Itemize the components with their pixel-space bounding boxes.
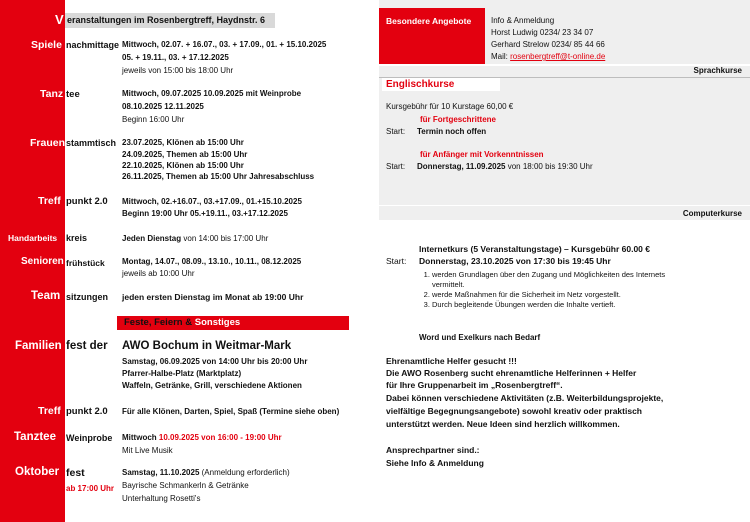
handarbeit-line-bold: Jeden Dienstag: [122, 234, 182, 243]
start-2-time: von 18:00 bis 19:30 Uhr: [505, 162, 593, 171]
tanztee-line1: Mittwoch, 09.07.2025 10.09.2025 mit Weinprobe: [122, 89, 302, 98]
info-line-3: Gerhard Strelow 0234/ 85 44 66: [491, 40, 605, 49]
tanztee-line3: Beginn 16:00 Uhr: [122, 115, 185, 124]
spiele-line3: jeweils von 15:00 bis 18:00 Uhr: [122, 66, 234, 75]
computerkurse-heading: Computerkurse: [682, 209, 742, 218]
englisch-fee: Kursgebühr für 10 Kurstage 60,00 €: [386, 102, 514, 111]
treff2-label: Treff: [38, 405, 61, 417]
start-label-2: Start:: [386, 162, 406, 171]
frauen-row-2: 24.09.2025, Themen ab 15:00 Uhr: [122, 150, 248, 159]
helfer-line-4: Dabei können verschiedene Aktivitäten (z.B. Weiterbildungsprojekte,: [386, 393, 664, 403]
handarbeit-line-rest: von 14:00 bis 17:00 Uhr: [181, 234, 269, 243]
oktober-line1-b: (Anmeldung erforderlich): [199, 468, 290, 477]
helfer-line-5: vielfältige Begegnungsangebote) sowohl kreativ oder praktisch: [386, 406, 643, 416]
tanztee2-line1: [122, 433, 282, 442]
oktober-label: Oktober: [15, 466, 60, 478]
oktober-line1-a: Samstag, 11.10.2025: [122, 468, 200, 477]
internet-item-2: 2. werde Maßnahmen für die Sicherheit im Netz vorgestellt.: [432, 290, 678, 300]
tanztee2-line1-a: Mittwoch: [122, 433, 159, 442]
internet-list: [418, 270, 678, 310]
mail-line: [491, 52, 605, 61]
familien-line2: Pfarrer-Halbe-Platz (Marktplatz): [122, 369, 242, 378]
spiele-line1: Mittwoch, 02.07. + 16.07., 03. + 17.09., 01. + 15.10.2025: [122, 40, 327, 49]
internet-title: Internetkurs (5 Veranstaltungstage) – Kursgebühr 60.00 €: [419, 244, 650, 254]
oktober-cont: fest: [66, 467, 85, 479]
spiele-line2: 05. + 19.11., 03. + 17.12.2025: [122, 53, 229, 62]
internet-item-3: 3. Durch begleitende Übungen werden die Inhalte vertieft.: [432, 300, 678, 310]
helfer-line-6: unterstützt werden. Neue Ideen sind herzlich willkommen.: [386, 419, 620, 429]
oktober-line2: Bayrische Schmankerln & Getränke: [122, 481, 249, 490]
section-bar-part1: Feste, Feiern &: [124, 317, 195, 328]
tanztee-cont: tee: [66, 89, 80, 100]
familien-line1: Samstag, 06.09.2025 von 14:00 Uhr bis 20:00 Uhr: [122, 357, 308, 366]
frauen-row-3: 22.10.2025, Klönen ab 15:00 Uhr: [122, 161, 244, 170]
info-line-1: Info & Anmeldung: [491, 16, 555, 25]
start-label-1: Start:: [386, 127, 406, 136]
ansprech-line-1: Ansprechpartner sind.:: [386, 445, 480, 455]
frauen-cont: stammtisch: [66, 138, 117, 148]
mail-label: Mail:: [491, 52, 511, 61]
senioren-cont: frühstück: [66, 258, 105, 268]
senioren-line2: jeweils ab 10:00 Uhr: [122, 269, 195, 278]
offers-label: Besondere Angebote: [386, 16, 472, 26]
familien-cont: fest der: [66, 340, 108, 352]
team-line: jeden ersten Dienstag im Monat ab 19:00 Uhr: [122, 292, 304, 302]
start-2-date: Donnerstag, 11.09.2025: [417, 162, 506, 171]
tanztee-label: Tanz: [40, 88, 64, 100]
tanztee2-label: Tanztee: [14, 431, 56, 443]
englisch-title: Englischkurse: [386, 79, 455, 90]
spiele-cont: nachmittage: [66, 40, 120, 50]
fortgeschrittene: für Fortgeschrittene: [420, 115, 497, 124]
internet-start-label: Start:: [386, 256, 407, 266]
header-initial: V: [55, 12, 64, 27]
frauen-label: Frauen: [30, 137, 66, 149]
treff-line2: Beginn 19:00 Uhr 05.+19.11., 03.+17.12.2025: [122, 209, 288, 218]
start-2: [417, 162, 593, 171]
helfer-line-3: für Ihre Gruppenarbeit im „Rosenbergtreff“.: [386, 380, 563, 390]
word-excel: Word und Exelkurs nach Bedarf: [419, 333, 541, 342]
oktober-line1: [122, 468, 290, 477]
treff2-line: Für alle Klönen, Darten, Spiel, Spaß (Termine siehe oben): [122, 407, 340, 416]
senioren-label: Senioren: [21, 256, 64, 267]
helfer-line-2: Die AWO Rosenberg sucht ehrenamtliche Helferinnen + Helfer: [386, 368, 637, 378]
treff-cont: punkt 2.0: [66, 196, 108, 207]
treff-line1: Mittwoch, 02.+16.07., 03.+17.09., 01.+15.10.2025: [122, 197, 302, 206]
tanztee2-line2: Mit Live Musik: [122, 446, 173, 455]
frauen-row-1: 23.07.2025, Klönen ab 15:00 Uhr: [122, 138, 244, 147]
familien-label: Familien: [15, 340, 62, 352]
sprachkurse-heading: Sprachkurse: [693, 66, 742, 75]
header-title: eranstaltungen im Rosenbergtreff, Haydnstr. 6: [67, 15, 266, 25]
mail-link[interactable]: rosenbergtreff@t-online.de: [510, 52, 606, 61]
tanztee-line2: 08.10.2025 12.11.2025: [122, 102, 204, 111]
treff-label: Treff: [38, 195, 61, 207]
familien-line3: Waffeln, Getränke, Grill, verschiedene Aktionen: [122, 381, 302, 390]
helfer-line-1: Ehrenamtliche Helfer gesucht !!!: [386, 356, 517, 366]
anfaenger: für Anfänger mit Vorkenntnissen: [420, 150, 544, 159]
handarbeit-cont: kreis: [66, 233, 88, 243]
team-cont: sitzungen: [66, 292, 108, 302]
oktober-time: ab 17:00 Uhr: [66, 484, 115, 493]
tanztee2-line1-b: 10.09.2025 von 16:00 - 19:00 Uhr: [158, 433, 282, 442]
handarbeit-label: Handarbeits: [8, 233, 58, 243]
computerkurse-divider: [379, 205, 750, 206]
start-1: Termin noch offen: [417, 127, 487, 136]
tanztee2-cont: Weinprobe: [66, 433, 113, 443]
team-label: Team: [31, 290, 61, 302]
spiele-label: Spiele: [31, 39, 62, 51]
ansprech-line-2: Siehe Info & Anmeldung: [386, 458, 484, 468]
frauen-row-4: 26.11.2025, Themen ab 15:00 Uhr Jahresabschluss: [122, 172, 315, 181]
treff2-cont: punkt 2.0: [66, 406, 108, 417]
section-bar-part2: Sonstiges: [194, 317, 241, 328]
familien-title: AWO Bochum in Weitmar-Mark: [122, 340, 292, 352]
section-bar-text: [124, 317, 240, 328]
senioren-line1: Montag, 14.07., 08.09., 13.10., 10.11., 08.12.2025: [122, 257, 302, 266]
info-line-2: Horst Ludwig 0234/ 23 34 07: [491, 28, 594, 37]
handarbeit-line: [122, 234, 268, 243]
internet-item-1: 1. werden Grundlagen über den Zugang und Möglichkeiten des Internets vermittelt.: [432, 270, 678, 290]
internet-start: Donnerstag, 23.10.2025 von 17:30 bis 19:45 Uhr: [419, 256, 611, 266]
oktober-line3: Unterhaltung Rosetti's: [122, 494, 201, 503]
